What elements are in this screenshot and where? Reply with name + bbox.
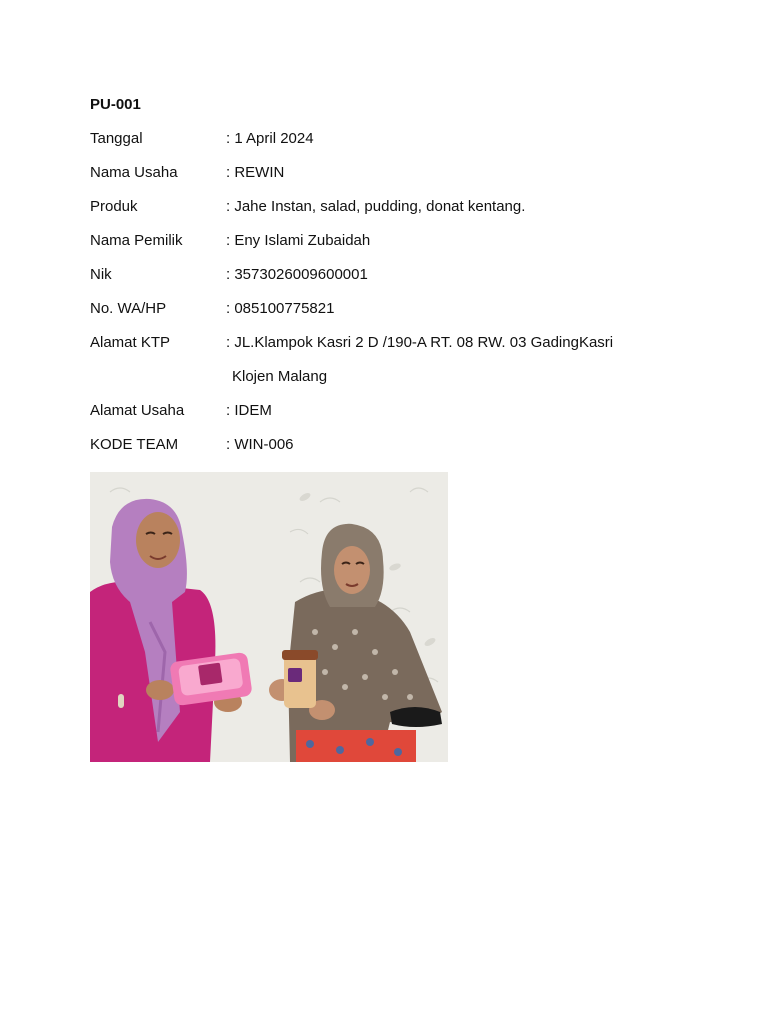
field-label: Nik bbox=[90, 266, 112, 283]
field-list bbox=[90, 129, 690, 469]
field-label: KODE TEAM bbox=[90, 436, 179, 453]
field-value: : Jahe Instan, salad, pudding, donat kentang. bbox=[226, 198, 526, 215]
field-label: Nama Pemilik bbox=[90, 232, 183, 249]
field-alamat-ktp-continued bbox=[90, 367, 690, 401]
field-alamat-ktp bbox=[90, 333, 690, 367]
field-nik bbox=[90, 265, 690, 299]
field-label: Tanggal bbox=[90, 130, 143, 147]
field-value: : Eny Islami Zubaidah bbox=[226, 232, 371, 249]
ginger-jar bbox=[282, 650, 318, 708]
field-value: : REWIN bbox=[226, 164, 285, 181]
field-value: : 085100775821 bbox=[226, 300, 335, 317]
field-value-continued: Klojen Malang bbox=[232, 368, 328, 385]
field-produk bbox=[90, 197, 690, 231]
field-value: : 1 April 2024 bbox=[226, 130, 314, 147]
field-tanggal bbox=[90, 129, 690, 163]
field-label: No. WA/HP bbox=[90, 300, 167, 317]
field-alamat-usaha bbox=[90, 401, 690, 435]
document-id: PU-001 bbox=[90, 96, 141, 113]
right-person-skirt bbox=[296, 730, 416, 762]
field-kode-team bbox=[90, 435, 690, 469]
field-value: : WIN-006 bbox=[226, 436, 294, 453]
field-label: Alamat Usaha bbox=[90, 402, 185, 419]
field-no-wa bbox=[90, 299, 690, 333]
field-label: Produk bbox=[90, 198, 138, 215]
field-nama-usaha bbox=[90, 163, 690, 197]
field-label: Alamat KTP bbox=[90, 334, 171, 351]
field-value: : IDEM bbox=[226, 402, 272, 419]
field-nama-pemilik bbox=[90, 231, 690, 265]
field-label: Nama Usaha bbox=[90, 164, 178, 181]
owner-photo-illustration bbox=[90, 472, 448, 762]
field-value: : 3573026009600001 bbox=[226, 266, 368, 283]
field-value: : JL.Klampok Kasri 2 D /190-A RT. 08 RW. 03 GadingKasri bbox=[226, 334, 614, 351]
owner-photo bbox=[90, 472, 448, 762]
